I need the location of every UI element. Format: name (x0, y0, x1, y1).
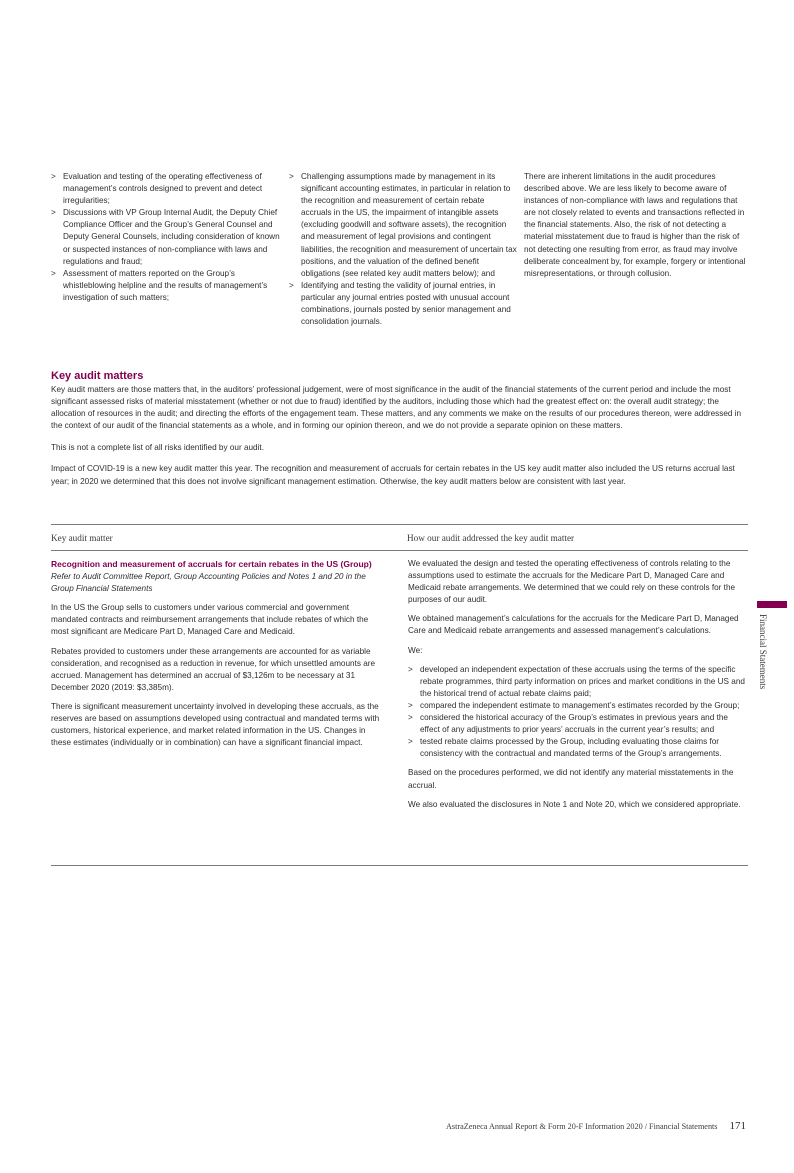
kam-cell (51, 558, 381, 865)
row-reference: Refer to Audit Committee Report, Group Accounting Policies and Notes 1 and 20 in the Group Financial Statements (51, 572, 366, 594)
list-item: > developed an independent expectation of these accruals using the terms of the specific rebate programmes, third party information on prices and market conditions in the US and the historical trend of actual rebate claims paid; (408, 664, 748, 700)
response-paragraph: We evaluated the design and tested the operating effectiveness of controls relating to the assumptions used to estimate the accruals for the Medicare Part D, Managed Care and Medicaid rebate arrangements. We determined that we could rely on these controls for the purposes of our audit. (408, 559, 736, 605)
response-paragraph: Based on the procedures performed, we did not identify any material misstatements in the accrual. (408, 768, 734, 790)
kam-paragraph: Impact of COVID-19 is a new key audit matter this year. The recognition and measurement of accruals for certain rebates in the US key audit matter also included the US returns accrual last year; in 2020 we determined that this does not involve significant management estimation. Otherwise, the key audit matters below are consistent with last year. (51, 464, 735, 486)
list-item: > compared the independent estimate to management’s estimates recorded by the Group; (408, 700, 748, 712)
section-tab-marker (757, 601, 787, 608)
kam-paragraph: This is not a complete list of all risks identified by our audit. (51, 442, 264, 452)
limitations-text: There are inherent limitations in the audit procedures described above. We are less likely to become aware of instances of non-compliance with laws and regulations that are not closely related to events and transactions reflected in the financial statements. Also, the risk of not detecting a material misstatement due to fraud is higher than the risk of not detecting one resulting from error, as fraud may involve deliberate concealment by, for example, forgery or intentional misrepresentations, or through collusion. (524, 172, 746, 278)
footer-text: AstraZeneca Annual Report & Form 20-F Information 2020 / Financial Statements (446, 1122, 718, 1131)
list-item: > Discussions with VP Group Internal Audit, the Deputy Chief Compliance Officer and the Group’s General Counsel and Deputy General Counsels, including consideration of known or suspected instances of non-compliance with laws and regulations and fraud; (51, 207, 283, 267)
page-footer (446, 1120, 746, 1132)
response-intro: We: (408, 645, 423, 655)
side-section-label: Financial Statements (758, 614, 768, 690)
list-item: > considered the historical accuracy of the Group’s estimates in previous years and the effect of any adjustments to prior years’ accruals in the current year’s results; and (408, 712, 748, 736)
page-number: 171 (729, 1120, 746, 1132)
table-header (51, 524, 748, 551)
limitations-column (524, 171, 747, 280)
column-header-response: How our audit addressed the key audit matter (407, 532, 575, 543)
row-title: Recognition and measurement of accruals for certain rebates in the US (Group) (51, 559, 372, 569)
procedures-column-2 (289, 171, 517, 328)
kam-paragraph: Key audit matters are those matters that, in the auditors’ professional judgement, were of most significance in the audit of the financial statements of the current period and include the most significant assessed risks of material misstatement (whether or not due to fraud) identified by the auditors, including those which had the greatest effect on: the overall audit strategy; the allocation of resources in the audit; and directing the efforts of the engagement team. These matters, and any comments we make on the results of our procedures thereon, were addressed in the context of our audit of the financial statements as a whole, and in forming our opinion thereon, and we do not provide a separate opinion on these matters. (51, 385, 742, 431)
response-paragraph: We obtained management’s calculations for the accruals for the Medicare Part D, Managed Care and Medicaid rebate arrangements and assessed management’s calculations. (408, 614, 739, 636)
kam-table (51, 524, 748, 866)
response-paragraph: We also evaluated the disclosures in Note 1 and Note 20, which we considered appropriate. (408, 799, 741, 809)
procedures-column-1 (51, 171, 283, 304)
list-item: > Identifying and testing the validity of journal entries, in particular any journal entries posted with unusual account combinations, journals posted by senior management and consolidation journals. (289, 280, 517, 328)
list-item: > Evaluation and testing of the operating effectiveness of management’s controls designed to prevent and detect irregularities; (51, 171, 283, 207)
table-row (51, 551, 748, 866)
row-paragraph: There is significant measurement uncertainty involved in developing these accruals, as the reserves are based on assumptions developed using contractual and mandated terms with customers, historical experience, and market related information in the US. Changes in these estimates (individually or in combination) can have a significant financial impact. (51, 701, 380, 748)
response-list (408, 664, 748, 761)
row-paragraph: In the US the Group sells to customers under various commercial and government mandated contracts and reimbursement arrangements that include rebates of which the most significant are Medicare Part D, Managed Care and Medicaid. (51, 603, 369, 637)
kam-intro (51, 384, 746, 497)
column-header-kam: Key audit matter (51, 532, 113, 543)
list-item: > Assessment of matters reported on the Group’s whistleblowing helpline and the results of management’s investigation of such matters; (51, 268, 283, 304)
list-item: > Challenging assumptions made by management in its significant accounting estimates, in particular in relation to the recognition and measurement of certain rebate accruals in the US, the impairment of intangible assets (excluding goodwill and software assets), the recognition and measurement of legal provisions and contingent liabilities, the recognition and measurement of uncertain tax positions, and the valuation of the defined benefit obligations (see related key audit matters below); and (289, 171, 517, 280)
section-heading: Key audit matters (51, 370, 144, 382)
response-cell (408, 558, 748, 865)
row-paragraph: Rebates provided to customers under these arrangements are accounted for as variable consideration, and recognised as a reduction in revenue, for which unsettled amounts are accrued. Management has determined an accrual of $3,126m to be necessary at 31 December 2020 (2019: $3,385m). (51, 646, 376, 692)
list-item: > tested rebate claims processed by the Group, including evaluating those claims for consistency with the contractual and mandated terms of the Group’s arrangements. (408, 736, 748, 760)
